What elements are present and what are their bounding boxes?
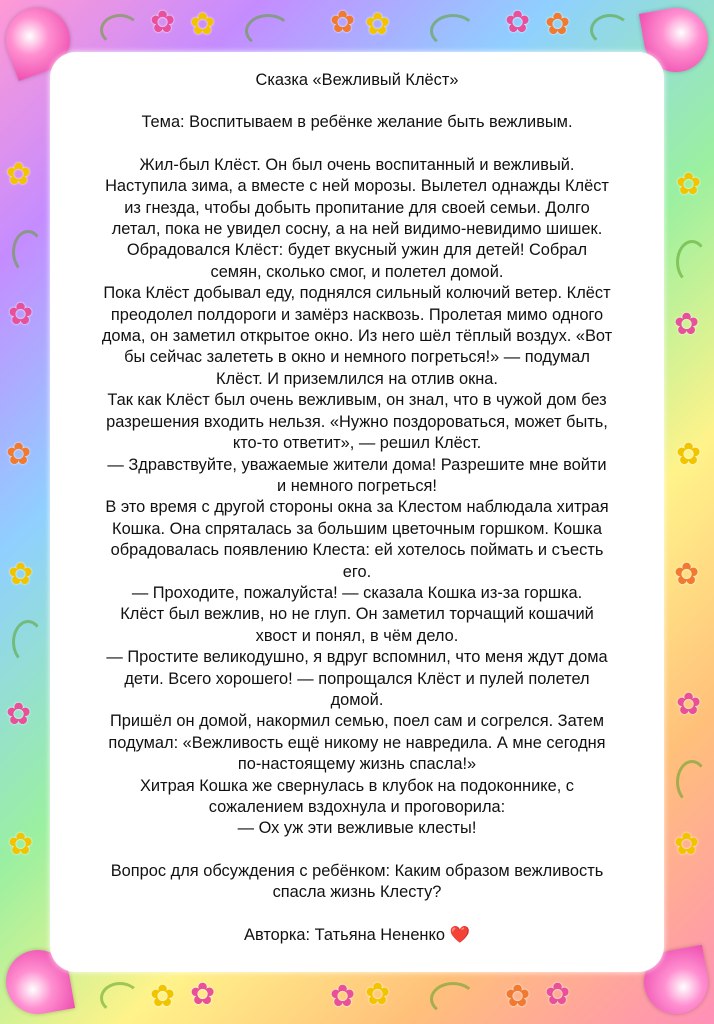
flower-icon: ✿ (6, 158, 32, 191)
flower-icon: ✿ (330, 980, 356, 1013)
swirl-ornament (12, 620, 44, 664)
story-line: хвост и понял, в чём дело. (255, 626, 459, 645)
flower-icon: ✿ (365, 8, 391, 41)
swirl-ornament (12, 230, 44, 274)
story-line: Наступила зима, а вместе с ней морозы. Вылетел однажды Клёст (105, 177, 609, 196)
story-line: Жил-был Клёст. Он был очень воспитанный и вежливый. (139, 155, 575, 174)
story-line: семян, сколько смог, и полетел домой. (210, 262, 504, 281)
story-line: бы сейчас залететь в окно и немного погреться!» — подумал (124, 348, 590, 367)
discussion-question (56, 861, 658, 904)
flower-icon: ✿ (676, 438, 702, 471)
flower-icon: ✿ (674, 558, 700, 591)
story-line: домой. (330, 690, 384, 709)
story-line: летал, пока не увидел сосну, а на ней видимо-невидимо шишек. (111, 220, 603, 239)
story-line: по-настоящему жизнь спасла!» (237, 755, 477, 774)
swirl-ornament (676, 760, 708, 804)
flower-icon: ✿ (365, 978, 391, 1011)
swirl-ornament (100, 982, 140, 1014)
swirl-ornament (245, 14, 291, 48)
flower-icon: ✿ (676, 168, 702, 201)
flower-icon: ✿ (676, 688, 702, 721)
story-line: из гнезда, чтобы добыть пропитание для своей семьи. Долго (124, 198, 590, 217)
story-line: Пришёл он домой, накормил семью, поел сам и согрелся. Затем (109, 712, 605, 731)
story-line: Пока Клёст добывал еду, поднялся сильный колючий ветер. Клёст (103, 284, 611, 303)
author-line (56, 925, 658, 946)
story-line: Клёст был вежлив, но не глуп. Он заметил торчащий кошачий (120, 605, 594, 624)
flower-icon: ✿ (6, 438, 32, 471)
flower-icon: ✿ (545, 8, 571, 41)
swirl-ornament (590, 14, 630, 46)
story-line: кто-то ответит», — решил Клёст. (232, 434, 482, 453)
author-name: Авторка: Татьяна Нененко (244, 925, 445, 944)
swirl-ornament (430, 14, 476, 48)
question-line: спасла жизнь Клесту? (272, 883, 442, 902)
swirl-ornament (100, 14, 140, 46)
story-document (56, 70, 658, 946)
story-line: — Простите великодушно, я вдруг вспомнил, что меня ждут дома (106, 648, 608, 667)
story-line: сожалением вздохнула и проговорила: (208, 798, 506, 816)
swirl-ornament (676, 240, 708, 284)
flower-icon: ✿ (330, 6, 356, 39)
story-line: разрешения входить нельзя. «Нужно поздороваться, может быть, (106, 412, 608, 431)
story-line: Так как Клёст был очень вежливым, он знал, что в чужой дом без (107, 391, 607, 410)
flower-icon: ✿ (150, 6, 176, 39)
story-line: Хитрая Кошка же свернулась в клубок на подоконнике, с (139, 776, 575, 795)
story-line: подумал: «Вежливость ещё никому не навредила. А мне сегодня (108, 733, 606, 752)
story-line: Обрадовался Клёст: будет вкусный ужин для детей! Собрал (126, 241, 588, 260)
story-line: — Здравствуйте, уважаемые жители дома! Разрешите мне войти (107, 455, 607, 474)
flower-icon: ✿ (674, 308, 700, 341)
story-theme: Тема: Воспитываем в ребёнке желание быть вежливым. (141, 113, 573, 132)
swirl-ornament (430, 982, 476, 1016)
flower-icon: ✿ (545, 978, 571, 1011)
flower-icon: ✿ (8, 558, 34, 591)
flower-icon: ✿ (8, 828, 34, 861)
question-line: Вопрос для обсуждения с ребёнком: Каким образом вежливость (110, 861, 604, 880)
flower-icon: ✿ (6, 698, 32, 731)
story-body (56, 155, 658, 840)
story-line: — Ох уж эти вежливые клесты! (237, 819, 477, 838)
flower-icon: ✿ (190, 8, 216, 41)
story-line: — Проходите, пожалуйста! — сказала Кошка из-за горшка. (131, 583, 583, 602)
flower-icon: ✿ (674, 828, 700, 861)
story-line: Кошка. Она спряталась за большим цветочным горшком. Кошка (112, 519, 602, 538)
flower-icon: ✿ (150, 980, 176, 1013)
story-title: Сказка «Вежливый Клёст» (255, 71, 459, 89)
story-line: обрадовалась появлению Клеста: ей хотелось поймать и съесть (110, 541, 604, 560)
flower-icon: ✿ (190, 978, 216, 1011)
story-line: преодолел полдороги и замёрз насквозь. Пролетая мимо одного (110, 305, 604, 324)
flower-icon: ✿ (505, 6, 531, 39)
story-line: дома, он заметил открытое окно. Из него шёл тёплый воздух. «Вот (101, 327, 613, 346)
flower-icon: ✿ (505, 980, 531, 1013)
story-line: и немного погреться! (277, 476, 437, 495)
story-line: дети. Всего хорошего! — попрощался Клёст и пулей полетел (124, 669, 590, 688)
story-line: В это время с другой стороны окна за Клестом наблюдала хитрая (105, 498, 609, 517)
story-line: Клёст. И приземлился на отлив окна. (216, 369, 498, 388)
heart-icon: ❤️ (449, 925, 470, 944)
flower-icon: ✿ (8, 298, 34, 331)
story-line: его. (342, 562, 372, 581)
